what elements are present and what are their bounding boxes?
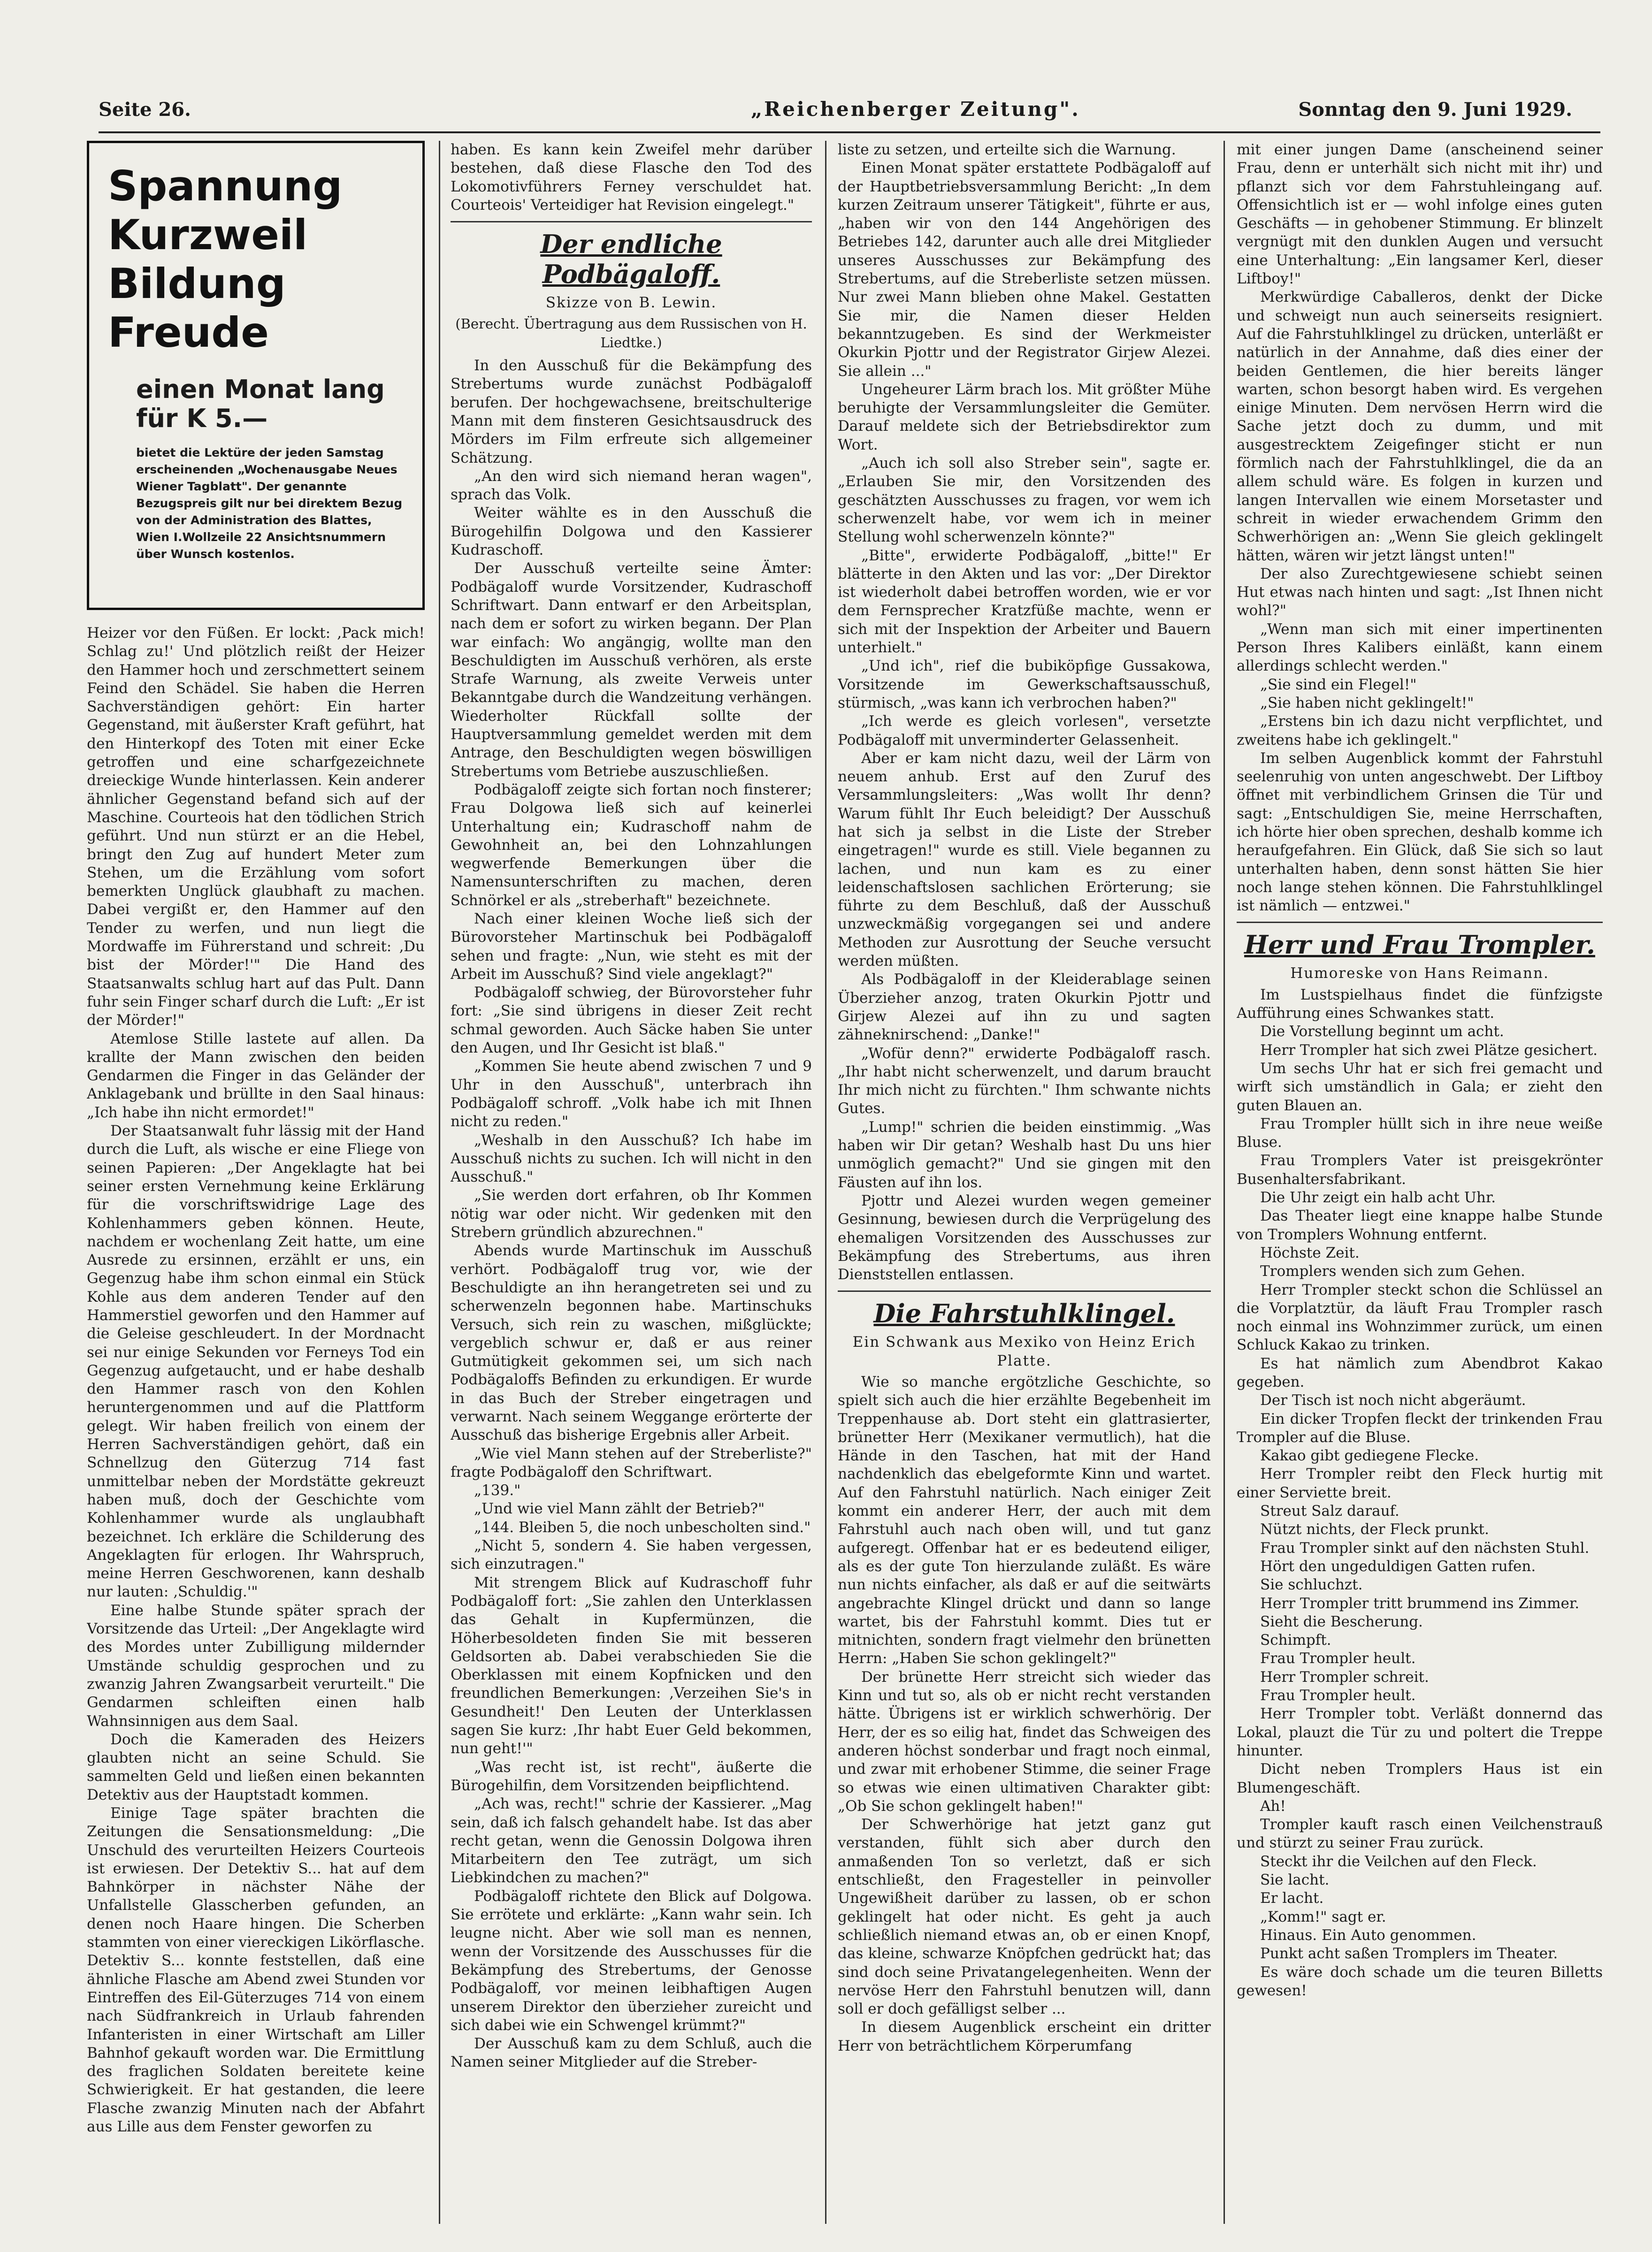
paragraph: Frau Trompler heult.: [1260, 1687, 1416, 1704]
paragraph: Herr Trompler hat sich zwei Plätze gesichert.: [1260, 1041, 1598, 1059]
paragraph: „144. Bleiben 5, die noch unbescholten sind.": [474, 1519, 811, 1536]
paragraph: Der brünette Herr streicht sich wieder das Kinn und tut so, als ob er nicht recht verstanden hätte. Übrigens ist er wirklich schwerhörig. Der Herr, der es so eilig hat, findet das Schweigen des anderen höchst sonderbar und fragt noch einmal, und zwar mit erhobener Stimme, die seiner Frage so etwas wie einen ultimativen Charakter gibt: „Ob Sie schon geklingelt haben!": [838, 1668, 1211, 1815]
article-rule: [838, 1290, 1211, 1292]
ad-word: Kurzweil: [108, 211, 308, 259]
paragraph: liste zu setzen, und erteilte sich die Warnung.: [838, 141, 1176, 158]
ad-word: Freude: [108, 308, 269, 357]
paragraph: „Wenn man sich mit einer impertinenten Person Ihres Kalibers einläßt, kann einem allerdings schlecht werden.": [1237, 620, 1603, 675]
header-rule: [99, 131, 1600, 133]
paragraph: Sie schluchzt.: [1260, 1576, 1363, 1594]
paragraph: Podbägaloff schwieg, der Bürovorsteher fuhr fort: „Sie sind übrigens in dieser Zeit recht schmal geworden. Auch Säcke haben Sie unter den Augen, und Ihr Gesicht ist blaß.": [451, 984, 812, 1057]
column-1: [87, 141, 425, 2224]
paragraph: Frau Trompler hüllt sich in ihre neue weiße Bluse.: [1237, 1115, 1603, 1151]
paragraph: Um sechs Uhr hat er sich frei gemacht und wirft sich umständlich in Gala; er zieht den guten Blauen an.: [1237, 1060, 1603, 1114]
paragraph: Ein dicker Tropfen fleckt der trinkenden Frau Trompler auf die Bluse.: [1237, 1410, 1603, 1446]
paragraph: Der Tisch ist noch nicht abgeräumt.: [1260, 1392, 1526, 1409]
paragraph: Eine halbe Stunde später sprach der Vorsitzende das Urteil: „Der Angeklagte wird des Mordes unter Zubilligung mildernder Umstände schuldig gesprochen und zu zwanzig Jahren Zwangsarbeit verurteilt." Die Gendarmen schleiften einen halb Wahnsinnigen aus dem Saal.: [87, 1602, 425, 1730]
paragraph: Frau Tromplers Vater ist preisgekrönter Busenhaltersfabrikant.: [1237, 1152, 1603, 1188]
paragraph: „Auch ich soll also Streber sein", sagte er. „Erlauben Sie mir, den Vorsitzenden des geschätzten Ausschusses zu fragen, vor wem ich scherwenzelt habe, vor wem ich in meiner Stellung wohl scherwenzeln könnte?": [838, 455, 1211, 546]
paragraph: mit einer jungen Dame (anscheinend seiner Frau, denn er unterhält sich nicht mit ihr) und pflanzt sich vor dem Fahrstuhleingang auf. Offensichtlich ist er — wohl infolge eines guten Geschäfts — in gehobener Stimmung. Er blinzelt vergnügt mit den dunklen Augen und versucht eine Unterhaltung: „Ein langsamer Kerl, dieser Liftboy!": [1237, 141, 1603, 288]
paragraph: Heizer vor den Füßen. Er lockt: ‚Pack mich! Schlag zu!' Und plötzlich reißt der Heizer den Hammer hoch und zerschmettert seinem Feind den Schädel. Sie haben die Herren Sachverständigen gehört: Ein harter Gegenstand, mit äußerster Kraft geführt, hat den Hinterkopf des Toten mit einer Ecke getroffen und eine scharfgezeichnete dreieckige Wunde hinterlassen. Kein anderer ähnlicher Gegenstand befand sich auf der Maschine. Courteois hat den tödlichen Strich geführt. Und nun stürzt er an die Hebel, bringt den Zug auf hundert Meter zum Stehen, um die Erzählung vom sofort bemerkten Unglück glaubhaft zu machen. Dabei vergißt er, den Hammer auf den Tender zu werfen, und nun liegt die Mordwaffe im Führerstand und schreit: ‚Du bist der Mörder!'" Die Hand des Staatsanwalts schlug hart auf das Pult. Dann fuhr sein Finger scharf durch die Luft: „Er ist der Mörder!": [87, 625, 425, 1029]
paragraph: „Sie haben nicht geklingelt!": [1260, 694, 1474, 711]
paragraph: „Ich werde es gleich vorlesen", versetzte Podbägaloff mit unverminderter Gelassenheit.: [838, 713, 1211, 748]
paragraph: Als Podbägaloff in der Kleiderablage seinen Überzieher anzog, traten Okurkin Pjottr und Girjew Alezei auf ihn zu und sagten zähneknirschend: „Danke!": [838, 971, 1211, 1044]
paragraph: Pjottr und Alezei wurden wegen gemeiner Gesinnung, bewiesen durch die Verprügelung des ehemaligen Vorsitzenden des Ausschusses zur Bekämpfung des Strebertums, aus ihren Dienststellen entlassen.: [838, 1192, 1211, 1283]
paragraph: Im Lustspielhaus findet die fünfzigste Aufführung eines Schwankes statt.: [1237, 986, 1603, 1022]
article-note: (Berecht. Übertragung aus dem Russischen von H. Liedtke.): [455, 316, 807, 351]
paragraph: Doch die Kameraden des Heizers glaubten nicht an seine Schuld. Sie sammelten Geld und ließen einen bekannten Detektiv aus der Hauptstadt kommen.: [87, 1731, 425, 1803]
paragraph: Tromplers wenden sich zum Gehen.: [1260, 1263, 1525, 1280]
paragraph: Es hat nämlich zum Abendbrot Kakao gegeben.: [1237, 1355, 1603, 1390]
column-3: [838, 141, 1211, 2224]
ad-word: Spannung: [108, 162, 343, 210]
article-byline: Humoreske von Hans Reimann.: [1290, 965, 1549, 982]
paragraph: Herr Trompler schreit.: [1260, 1668, 1429, 1686]
paragraph: Punkt acht saßen Tromplers im Theater.: [1260, 1945, 1558, 1962]
paragraph: Schimpft.: [1260, 1632, 1331, 1649]
paragraph: Streut Salz darauf.: [1260, 1503, 1400, 1520]
article-byline: Ein Schwank aus Mexiko von Heinz Erich Platte.: [852, 1334, 1196, 1369]
paragraph: Herr Trompler steckt schon die Schlüssel an die Vorplatztür, da läuft Frau Trompler rasch noch einmal ins Wohnzimmer zurück, um einen Schluck Kakao zu trinken.: [1237, 1281, 1603, 1354]
paragraph: Herr Trompler reibt den Fleck hurtig mit einer Serviette breit.: [1237, 1466, 1603, 1501]
paragraph: Podbägaloff zeigte sich fortan noch finsterer; Frau Dolgowa ließ sich auf keinerlei Unterhaltung ein; Kudraschoff nahm de Gewohnheit an, bei den Lohnzahlungen wegwerfende Bemerkungen über die Namensunterschriften zu machen, deren Schnörkel er als „streberhaft" bezeichnete.: [451, 781, 812, 909]
paragraph: haben. Es kann kein Zweifel mehr darüber bestehen, daß diese Flasche den Tod des Lokomotivführers Ferney verschuldet hat. Courteois' Verteidiger hat Revision eingelegt.": [451, 141, 812, 214]
paragraph: Hört den ungeduldigen Gatten rufen.: [1260, 1557, 1536, 1575]
ad-word: Bildung: [108, 260, 286, 308]
ad-details: bietet die Lektüre der jeden Samstag erscheinenden „Wochenausgabe Neues Wiener Tagblatt". Der genannte Bezugspreis gilt nur bei direktem Bezug von der Administration des Blattes, Wien I.Wollzeile 22 Ansichtsnummern über Wunsch kostenlos.: [136, 446, 403, 561]
paragraph: In diesem Augenblick erscheint ein dritter Herr von beträchtlichem Körperumfang: [838, 2019, 1211, 2054]
paragraph: „Sie werden dort erfahren, ob Ihr Kommen nötig war oder nicht. Wir gedenken mit den Strebern gründlich abzurechnen.": [451, 1187, 812, 1241]
paragraph: Nach einer kleinen Woche ließ sich der Bürovorsteher Martinschuk bei Podbägaloff sehen und fragte: „Nun, wie steht es mit der Arbeit im Ausschuß? Sind viele angeklagt?": [451, 910, 812, 983]
article-title: Herr und Frau Trompler.: [1244, 930, 1595, 960]
paragraph: „Kommen Sie heute abend zwischen 7 und 9 Uhr in den Ausschuß", unterbrach ihn Podbägaloff schroff. „Volk habe ich mit Ihnen nicht zu reden.": [451, 1058, 812, 1130]
paragraph: „Und wie viel Mann zählt der Betrieb?": [474, 1500, 765, 1518]
paragraph: Steckt ihr die Veilchen auf den Fleck.: [1260, 1853, 1537, 1870]
paragraph: Es wäre doch schade um die teuren Billetts gewesen!: [1237, 1963, 1603, 1999]
article-rule: [451, 221, 812, 222]
paragraph: Die Vorstellung beginnt um acht.: [1260, 1023, 1504, 1040]
paragraph: „Wie viel Mann stehen auf der Streberliste?" fragte Podbägaloff den Schriftwart.: [451, 1445, 812, 1481]
article-rule: [1237, 922, 1603, 923]
paragraph: Frau Trompler heult.: [1260, 1650, 1416, 1667]
newspaper-title: „Reichenberger Zeitung".: [751, 98, 1080, 121]
paragraph: Er lacht.: [1260, 1890, 1324, 1907]
issue-date: Sonntag den 9. Juni 1929.: [1298, 99, 1572, 121]
paragraph: Der also Zurechtgewiesene schiebt seinen Hut etwas nach hinten und sagt: „Ist Ihnen nicht wohl?": [1237, 565, 1603, 619]
paragraph: Mit strengem Blick auf Kudraschoff fuhr Podbägaloff fort: „Sie zahlen den Unterklassen das Gehalt in Kupfermünzen, die Höherbesoldeten finden Sie mit besseren Geldsorten ab. Dabei verabschieden Sie die Oberklassen mit einem Kopfnicken und den freundlichen Bemerkungen: ‚Verzeihen Sie's in Gesundheit!' Den Leuten der Unterklassen sagen Sie kurz: ‚Ihr habt Euer Geld bekommen, nun geht!'": [451, 1574, 812, 1757]
paragraph: Merkwürdige Caballeros, denkt der Dicke und schweigt nun auch seinerseits resigniert. Auf die Fahrstuhlklingel zu drücken, unterläßt er natürlich in der Annahme, daß dies einer der beiden Gentlemen, die hier bereits länger warten, schon besorgt haben wird. Es vergehen einige Minuten. Dem nervösen Herrn wird die Sache jetzt doch zu dumm, und mit ausgestrecktem Zeigefinger sticht er nun förmlich nach der Fahrstuhlklingel, die da an allem schuld wäre. Es folgen in kurzen und langen Intervallen wie einem Morsetaster und schreit in wieder erwachendem Grimm den Schwerhörigen an: „Wenn Sie gleich geklingelt hätten, wären wir jetzt längst unten!": [1237, 289, 1603, 564]
paragraph: „Erstens bin ich dazu nicht verpflichtet, und zweitens habe ich geklingelt.": [1237, 713, 1603, 748]
paragraph: Weiter wählte es in den Ausschuß die Bürogehilfin Dolgowa und den Kassierer Kudraschoff.: [451, 504, 812, 559]
paragraph: Einige Tage später brachten die Zeitungen die Sensationsmeldung: „Die Unschuld des verurteilten Heizers Courteois ist erwiesen. Der Detektiv S... hat auf dem Bahnkörper in nächster Nähe der Unfallstelle Glasscherben gefunden, an denen noch Haare hingen. Die Scherben stammten von einer viereckigen Likörflasche. Detektiv S... konnte feststellen, daß eine ähnliche Flasche am Abend zwei Stunden vor Eintreffen des Eil-Güterzuges 714 von einem nach Südfrankreich in Urlaub fahrenden Infanteristen in einer Wirtschaft am Liller Bahnhof gekauft worden war. Die Ermittlung des fraglichen Soldaten bereitete keine Schwierigkeit. Er hat gestanden, die leere Flasche zwanzig Minuten nach der Abfahrt aus Lille aus dem Fenster geworfen zu: [87, 1805, 425, 2136]
paragraph: Der Staatsanwalt fuhr lässig mit der Hand durch die Luft, als wische er eine Fliege von seinen Papieren: „Der Angeklagte hat bei seiner ersten Vernehmung keine Erklärung für die vorschriftswidrige Lage des Kohlenhammers geben können. Heute, nachdem er wochenlang Zeit hatte, um eine Ausrede zu ersinnen, erzählt er uns, ein Gegenzug habe ihm schon einmal ein Stück Kohle aus dem anderen Tender auf den Hammerstiel geworfen und den Hammer auf die Geleise geschleudert. In der Mordnacht sei nur einige Sekunden vor Ferneys Tod ein Gegenzug aufgetaucht, und er habe deshalb den Hammer rasch von den Kohlen heruntergenommen und auf die Plattform gelegt. Wir haben freilich von einem der Herren Sachverständigen gehört, daß ein Schnellzug den Güterzug 714 fast unmittelbar neben der Mordstätte gekreuzt haben muß, doch der Geschichte vom Kohlenhammer wurde als unglaubhaft bezeichnet. Ich erkläre die Schilderung des Angeklagten für erlogen. Ihr Wahrspruch, meine Herren Geschworenen, kann deshalb nur lauten: ‚Schuldig.'": [87, 1122, 425, 1601]
paragraph: Dicht neben Tromplers Haus ist ein Blumengeschäft.: [1237, 1761, 1603, 1796]
paragraph: „Ach was, recht!" schrie der Kassierer. „Mag sein, daß ich falsch gehandelt habe. Ist das aber recht getan, wenn die Genossin Dolgowa ihren Mitarbeitern den Tee zuträgt, um sich Liebkindchen zu machen?": [451, 1795, 812, 1886]
column-4: [1237, 141, 1603, 2224]
advertisement-box: [87, 141, 425, 610]
paragraph: Hinaus. Ein Auto genommen.: [1260, 1926, 1476, 1944]
paragraph: Frau Trompler sinkt auf den nächsten Stuhl.: [1260, 1539, 1590, 1557]
paragraph: Atemlose Stille lastete auf allen. Da krallte der Mann zwischen den beiden Gendarmen die Finger in das Geländer der Anklagebank und brüllte in den Saal hinaus: „Ich habe ihn nicht ermordet!": [87, 1030, 425, 1121]
page-header: [99, 94, 1600, 127]
paragraph: Der Ausschuß verteilte seine Ämter: Podbägaloff wurde Vorsitzender, Kudraschoff Schriftwart. Dann entwarf er den Arbeitsplan, nach dem er sofort zu wirken begann. Der Plan war einfach: Wo angängig, wollte man den Beschuldigten im Ausschuß verhören, als erste Strafe Warnung, als zweite Verweis unter Bekanntgabe durch die Wandzeitung verhängen. Wiederholter Rückfall sollte der Hauptversammlung gemeldet werden mit dem Antrage, den Beschuldigten wegen böswilligen Strebertums vom Betriebe auszuschließen.: [451, 560, 812, 780]
paragraph: Aber er kam nicht dazu, weil der Lärm von neuem anhub. Erst auf den Zuruf des Versammlungsleiters: „Was wollt Ihr denn? Warum fühlt Ihr Euch beleidigt? Der Ausschuß hat sich ja selbst in die Liste der Streber eingetragen!" wurde es still. Viele begannen zu lachen, und nun kam es zu einer leidenschaftslosen sachlichen Erörterung; sie führte zu dem Beschluß, daß der Ausschuß unzweckmäßig vorgegangen sei und andere Methoden zur Ausrottung der Seuche versucht werden müßten.: [838, 749, 1211, 970]
paragraph: Die Uhr zeigt ein halb acht Uhr.: [1260, 1189, 1496, 1206]
paragraph: „Lump!" schrien die beiden einstimmig. „Was haben wir Dir getan? Weshalb hast Du uns hier unmöglich gemacht?" Und sie gingen mit den Fäusten auf ihn los.: [838, 1118, 1211, 1191]
column-divider: [825, 141, 826, 2224]
paragraph: Herr Trompler tritt brummend ins Zimmer.: [1260, 1595, 1580, 1612]
page-number: Seite 26.: [99, 99, 191, 121]
paragraph: „Bitte", erwiderte Podbägaloff, „bitte!" Er blätterte in den Akten und las vor: „Der Direktor ist wiederholt dabei betroffen worden, wie er vor dem Fernsprecher Kratzfüße machte, wenn er sich mit der Inspektion der Arbeiter und Bauern unterhielt.": [838, 547, 1211, 657]
paragraph: Das Theater liegt eine knappe halbe Stunde von Tromplers Wohnung entfernt.: [1237, 1207, 1603, 1243]
paragraph: „Sie sind ein Flegel!": [1260, 676, 1417, 693]
paragraph: Ungeheurer Lärm brach los. Mit größter Mühe beruhigte der Versammlungsleiter die Gemüter. Darauf meldete sich der Betriebsdirektor zum Wort.: [838, 381, 1211, 453]
column-divider: [439, 141, 440, 2224]
paragraph: „Und ich", rief die bubiköpfige Gussakowa, Vorsitzende im Gewerkschaftsausschuß, stürmisch, „was kann ich verbrochen haben?": [838, 657, 1211, 711]
article-byline: Skizze von B. Lewin.: [545, 294, 717, 312]
article-title: Der endliche Podbägaloff.: [540, 229, 722, 290]
paragraph: Kakao gibt gediegene Flecke.: [1260, 1447, 1479, 1465]
paragraph: Podbägaloff richtete den Blick auf Dolgowa. Sie errötete und erklärte: „Kann wahr sein. Ich leugne nicht. Aber wie soll man es nennen, wenn der Vorsitzende des Ausschusses für die Bekämpfung des Strebertums, der Genosse Podbägaloff, vor meinen leibhaftigen Augen unserem Direktor den überzieher zureicht und sich dabei wie ein Schwengel krümmt?": [451, 1887, 812, 2034]
paragraph: Sie lacht.: [1260, 1871, 1330, 1889]
paragraph: „An den wird sich niemand heran wagen", sprach das Volk.: [451, 467, 812, 504]
paragraph: In den Ausschuß für die Bekämpfung des Strebertums wurde zunächst Podbägaloff berufen. Der hochgewachsene, breitschulterige Mann mit dem finsteren Gesichtsausdruck des Mörders im Film erfreute sich allgemeiner Schätzung.: [451, 357, 812, 466]
article-title: Die Fahrstuhlklingel.: [873, 1298, 1175, 1329]
paragraph: „Weshalb in den Ausschuß? Ich habe im Ausschuß nichts zu suchen. Ich will nicht in den Ausschuß.": [451, 1131, 812, 1186]
paragraph: „Was recht ist, ist recht", äußerte die Bürogehilfin, dem Vorsitzenden beipflichtend.: [451, 1758, 812, 1794]
paragraph: „Komm!" sagt er.: [1260, 1908, 1386, 1925]
paragraph: Trompler kauft rasch einen Veilchenstrauß und stürzt zu seiner Frau zurück.: [1237, 1816, 1603, 1852]
paragraph: „Nicht 5, sondern 4. Sie haben vergessen, sich einzutragen.": [451, 1537, 812, 1573]
ad-offer: einen Monat lang für K 5.—: [136, 374, 385, 433]
paragraph: Nützt nichts, der Fleck prunkt.: [1260, 1521, 1489, 1538]
column-2: [451, 141, 812, 2224]
paragraph: „139.": [474, 1482, 521, 1499]
paragraph: Ah!: [1260, 1797, 1286, 1815]
column-divider: [1224, 141, 1225, 2224]
paragraph: Der Schwerhörige hat jetzt ganz gut verstanden, fühlt sich aber durch den anmaßenden Ton so verletzt, daß er sich entschließt, den Fragesteller in peinvoller Ungewißheit darüber zu lassen, ob er schon geklingelt hat oder nicht. Es geht ja auch schließlich niemand etwas an, ob er einen Knopf, das kleine, schwarze Knöpfchen gedrückt hat; das sind doch seine Privatangelegenheiten. Wenn der nervöse Herr den Fahrstuhl benutzen will, dann soll er doch gefälligst selber ...: [838, 1816, 1211, 2018]
paragraph: Höchste Zeit.: [1260, 1244, 1360, 1261]
paragraph: Im selben Augenblick kommt der Fahrstuhl seelenruhig von unten angeschwebt. Der Liftboy öffnet mit verbindlichem Grinsen die Tür und sagt: „Entschuldigen Sie, meine Herrschaften, ich hörte hier oben sprechen, deshalb komme ich heraufgefahren. Ein Glück, daß Sie sich so laut unterhalten haben, denn sonst hätten Sie hier noch lange stehen können. Die Fahrstuhlklingel ist nämlich — entzwei.": [1237, 749, 1603, 915]
paragraph: Herr Trompler tobt. Verläßt donnernd das Lokal, plauzt die Tür zu und poltert die Treppe hinunter.: [1237, 1705, 1603, 1759]
paragraph: Der Ausschuß kam zu dem Schluß, auch die Namen seiner Mitglieder auf die Streber-: [451, 2035, 812, 2071]
paragraph: Abends wurde Martinschuk im Ausschuß verhört. Podbägaloff trug vor, wie der Beschuldigte an ihn herangetreten sei und zu scherwenzeln begonnen habe. Martinschuks Versuch, sich rein zu waschen, mißglückte; vergeblich schwur er, daß er aus reiner Gutmütigkeit gekommen sei, um sich nach Podbägaloffs Befinden zu erkundigen. Er wurde in das Buch der Streber eingetragen und verwarnt. Nach seinem Weggange erörterte der Ausschuß das bisherige Ergebnis aller Arbeit.: [451, 1242, 812, 1444]
paragraph: Sieht die Bescherung.: [1260, 1613, 1423, 1630]
paragraph: „Wofür denn?" erwiderte Podbägaloff rasch. „Ihr habt nicht scherwenzelt, und darum braucht Ihr mich nicht zu fürchten." Ihm schwante nichts Gutes.: [838, 1045, 1211, 1117]
paragraph: Wie so manche ergötzliche Geschichte, so spielt sich auch die hier erzählte Begebenheit im Treppenhause ab. Dort steht ein glattrasierter, brünetter Herr (Mexikaner vermutlich), hat die Hände in den Taschen, hat mit der Hand nachdenklich das ebelgeformte Kinn und wartet. Auf den Fahrstuhl natürlich. Nach einiger Zeit kommt ein anderer Herr, der auch mit dem Fahrstuhl auch nach oben will, und tut ganz aufgeregt. Offenbar hat er es bedeutend eiliger, als es der gute Ton hierzulande zuläßt. Es wäre nun nichts einfacher, als daß er auf die seitwärts angebrachte Klingel drückt und dann so lange wartet, bis der Fahrstuhl kommt. Dies tut er mitnichten, sondern fragt vielmehr den brünetten Herrn: „Haben Sie schon geklingelt?": [838, 1374, 1211, 1667]
paragraph: Einen Monat später erstattete Podbägaloff auf der Hauptbetriebsversammlung Bericht: „In dem kurzen Zeitraum unserer Tätigkeit", führte er aus, „haben wir von den 144 Angehörigen des Betriebes 142, darunter auch alle drei Mitglieder unseres Ausschusses zur Bekämpfung des Strebertums, auf die Streberliste setzen müssen. Nur zwei Mann blieben ohne Makel. Gestatten Sie mir, die Namen dieser Helden bekanntzugeben. Es sind der Werkmeister Okurkin Pjottr und der Registrator Girjew Alezei. Sie allein ...": [838, 160, 1211, 380]
